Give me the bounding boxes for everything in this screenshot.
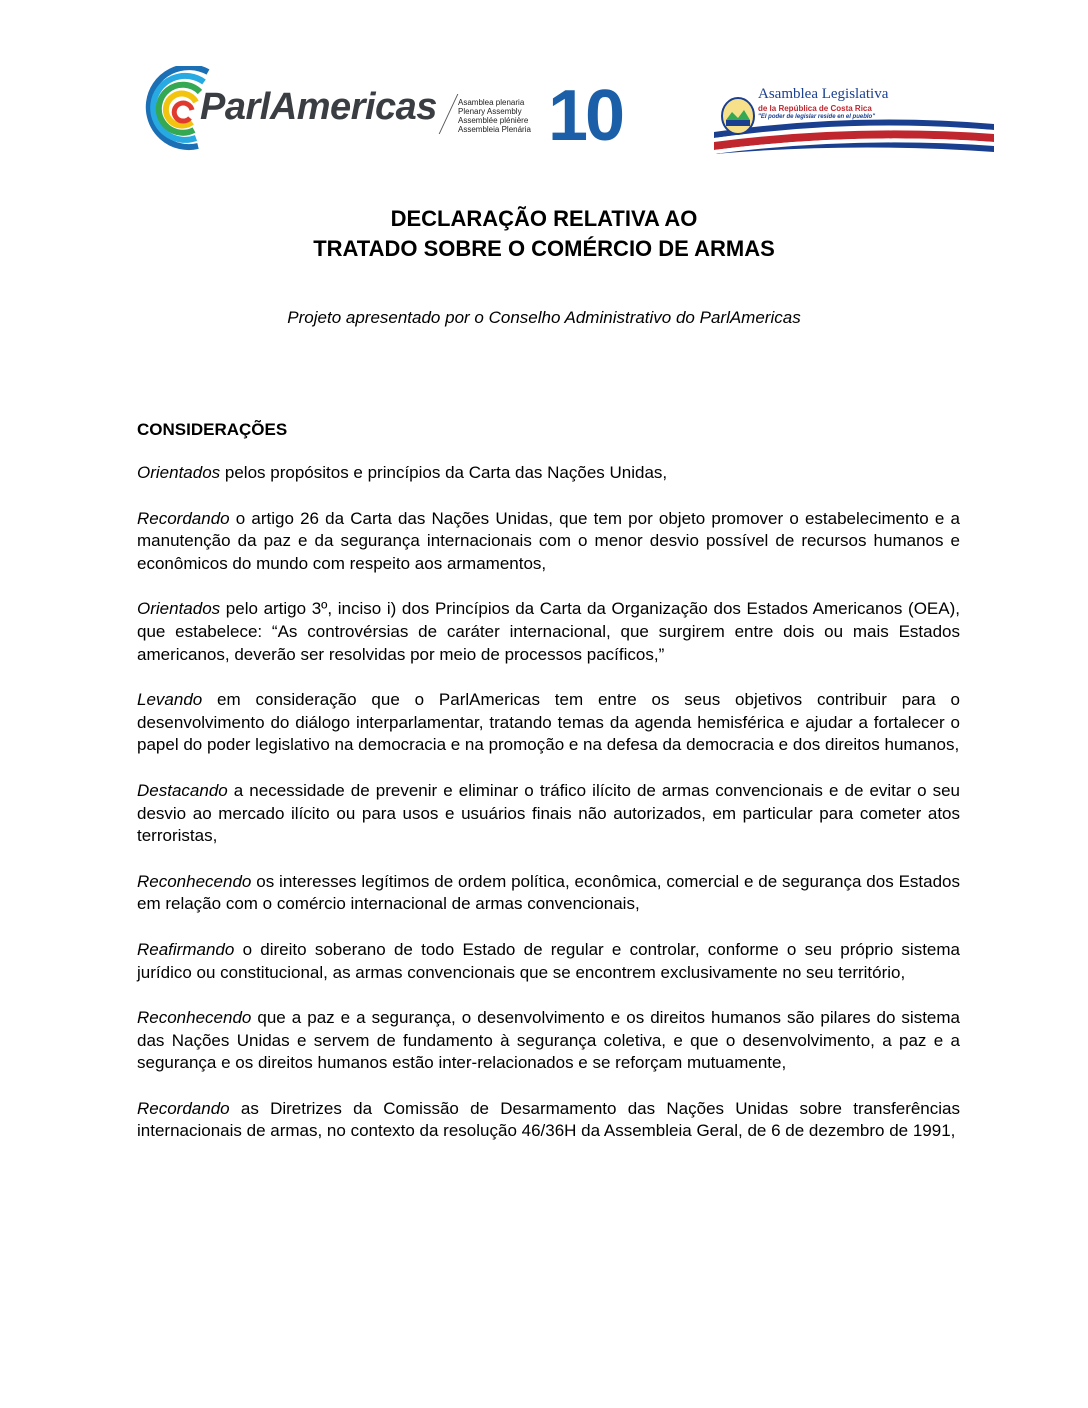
host-motto: "El poder de legislar reside en el pueblo" [758,114,876,120]
considerations-body [137,462,960,1166]
section-heading: CONSIDERAÇÕES [137,420,288,439]
logo-divider [439,94,459,134]
host-name: Asamblea Legislativa [758,86,889,102]
paragraph-text: as Diretrizes da Comissão de Desarmamento das Nações Unidas sobre transferências internacionais de armas, no contexto da resolução 46/36H da Assembleia Geral, de 6 de dezembro de 1991, [137,1098,960,1141]
paragraph-lead: Levando [137,690,203,710]
paragraph-text: a necessidade de prevenir e eliminar o tráfico ilícito de armas convencionais e de evitar o seu desvio ao mercado ilícito ou para usos e usuários finais não autorizados, em particular para cometer atos terroristas, [137,780,960,846]
edition-number: 10 [548,76,623,156]
paragraph-text: os interesses legítimos de ordem política, econômica, comercial e de segurança dos Estados em relação com o comércio internacional de armas convencionais, [137,871,960,914]
document-subtitle: Projeto apresentado por o Conselho Administrativo do ParlAmericas [287,308,801,327]
paragraph [137,689,960,757]
paragraph [137,462,960,485]
paragraph-text: que a paz e a segurança, o desenvolvimento e os direitos humanos são pilares do sistema das Nações Unidas e servem de fundamento à segurança coletiva, e que o desenvolvimento, a paz e a segurança e os direitos humanos estão inter-relacionados e se reforçam mutuamente, [137,1008,960,1073]
paragraph-text: pelo artigo 3º, inciso i) dos Princípios da Carta da Organização dos Estados Americanos (OEA), que estabelece: “As controvérsias de caráter internacional, que surgirem entre dois ou mais Estados americanos, deverão ser resolvidas por meio de processos pacíficos,” [137,599,960,664]
assembly-languages [458,98,531,134]
paragraph-lead: Recordando [137,1098,230,1118]
paragraph [137,939,960,984]
paragraph-lead: Orientados [137,599,221,619]
paragraph [137,780,960,848]
asamblea-legislativa-logo [714,84,994,154]
parlamericas-logo [138,66,531,156]
document-title-line1: DECLARAÇÃO RELATIVA AO [390,206,698,231]
paragraph-lead: Recordando [137,508,230,528]
parlamericas-wordmark: ParlAmericas [200,86,437,128]
paragraph-text: em consideração que o ParlAmericas tem entre os seus objetivos contribuir para o desenvolvimento do diálogo interparlamentar, tratando temas da agenda hemisférica e ajudar a fortalecer o papel do poder legislativo na democracia e na promoção e na defesa da democracia e dos direitos humanos, [137,690,960,755]
document-title-line2: TRATADO SOBRE O COMÉRCIO DE ARMAS [313,236,775,261]
paragraph [137,1007,960,1075]
costa-rica-flag-stripes-icon [714,94,994,154]
paragraph-text: pelos propósitos e princípios da Carta das Nações Unidas, [220,463,668,482]
paragraph-lead: Reafirmando [137,939,235,959]
assembly-line: Assembleia Plenária [458,125,531,134]
paragraph [137,598,960,666]
paragraph-text: o direito soberano de todo Estado de regular e controlar, conforme o seu próprio sistema jurídico ou constitucional, as armas convencionais que se encontrem exclusivamente no seu território, [137,939,960,982]
paragraph [137,871,960,916]
paragraph-lead: Destacando [137,780,228,800]
paragraph [137,1098,960,1143]
assembly-line: Plenary Assembly [458,107,522,116]
assembly-line: Asamblea plenaria [458,98,525,107]
page-header [0,0,1088,170]
paragraph-lead: Reconhecendo [137,871,252,891]
paragraph-lead: Reconhecendo [137,1008,252,1028]
assembly-line: Assemblée plénière [458,116,529,125]
paragraph-text: o artigo 26 da Carta das Nações Unidas, que tem por objeto promover o estabelecimento e a manutenção da paz e da segurança internacionais com o menor desvio possível de recursos humanos e econômicos do mundo com respeito aos armamentos, [137,508,960,573]
paragraph [137,508,960,576]
host-country: de la República de Costa Rica [758,104,872,113]
paragraph-lead: Orientados [137,463,221,482]
